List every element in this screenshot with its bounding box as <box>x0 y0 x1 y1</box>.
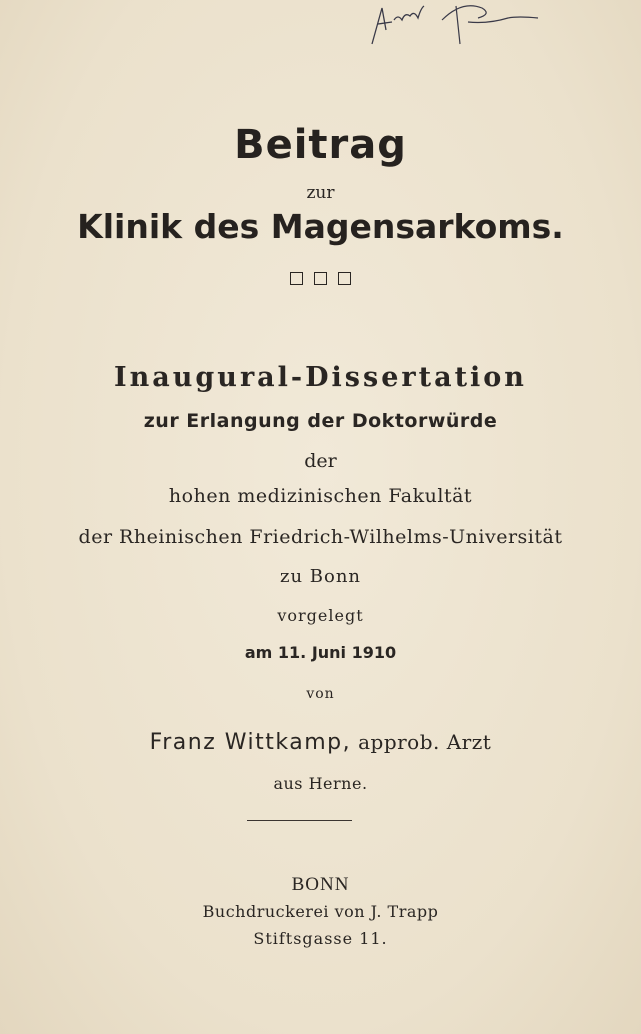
handwritten-signature <box>360 0 560 50</box>
publisher-address: Stiftsgasse 11. <box>253 929 388 948</box>
title-connector: zur <box>306 183 335 203</box>
author-name: Franz Wittkamp, <box>149 730 352 755</box>
ornament-boxes <box>0 272 641 285</box>
ornament-box <box>290 272 303 285</box>
author-line <box>0 730 641 755</box>
submitted-line: vorgelegt <box>277 606 364 625</box>
faculty-line: hohen medizinischen Fakultät <box>168 485 473 507</box>
purpose-line: zur Erlangung der Doktorwürde <box>143 410 498 432</box>
by-line: von <box>306 686 335 702</box>
city-line: zu Bonn <box>279 566 362 587</box>
publisher-city: BONN <box>291 874 350 895</box>
book-subtitle: Klinik des Magensarkoms. <box>77 207 564 246</box>
university-line: der Rheinischen Friedrich-Wilhelms-Universität <box>78 526 563 548</box>
publisher-printer: Buchdruckerei von J. Trapp <box>202 902 439 921</box>
book-title: Beitrag <box>234 122 407 168</box>
origin-line: aus Herne. <box>273 774 368 793</box>
ornament-box <box>314 272 327 285</box>
ornament-box <box>338 272 351 285</box>
author-title: approb. Arzt <box>358 730 492 754</box>
dissertation-heading: Inaugural-Dissertation <box>114 362 527 393</box>
date-line: am 11. Juni 1910 <box>244 643 397 662</box>
article-line: der <box>304 450 337 472</box>
divider-rule <box>247 820 352 821</box>
